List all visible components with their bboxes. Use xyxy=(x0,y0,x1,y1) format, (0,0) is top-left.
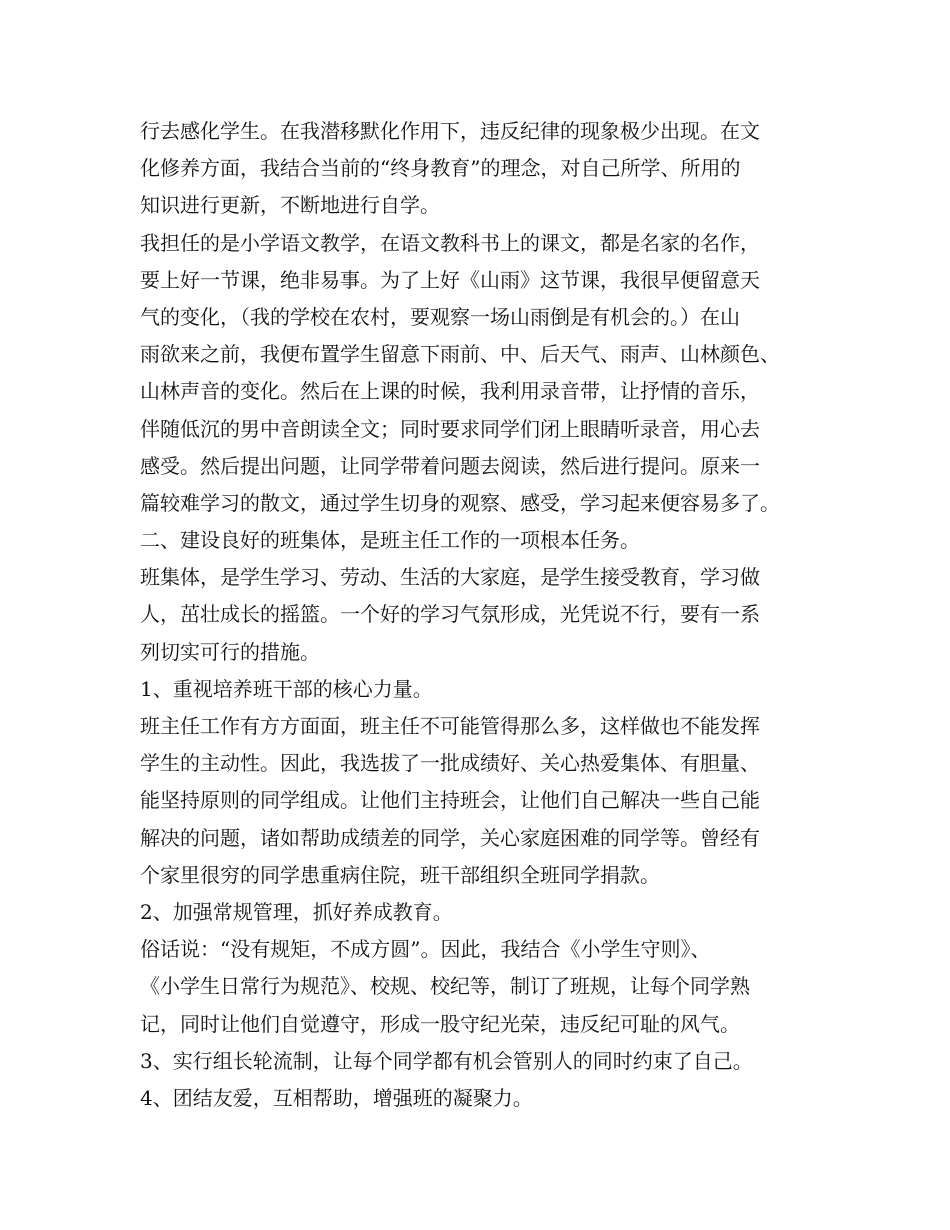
subsection-heading: 3、实行组长轮流制，让每个同学都有机会管别人的同时约束了自己。 xyxy=(140,1048,753,1073)
text-line: 能坚持原则的同学组成。让他们主持班会，让他们自己解决一些自己能 xyxy=(140,788,760,813)
text-line: 个家里很穷的同学患重病住院，班干部组织全班同学捐款。 xyxy=(140,862,660,887)
text-line: 班集体，是学生学习、劳动、生活的大家庭，是学生接受教育，学习做 xyxy=(140,565,760,590)
text-line: 伴随低沉的男中音朗读全文；同时要求同学们闭上眼睛听录音，用心去 xyxy=(140,416,760,441)
text-line: 人，茁壮成长的摇篮。一个好的学习气氛形成，光凭说不行，要有一系 xyxy=(140,602,760,627)
text-line: 化修养方面，我结合当前的“终身教育”的理念，对自己所学、所用的 xyxy=(140,156,741,181)
text-line: 《小学生日常行为规范》、校规、校纪等，制订了班规，让每个同学熟 xyxy=(140,974,750,999)
text-line: 列切实可行的措施。 xyxy=(140,639,320,664)
text-line: 我担任的是小学语文教学，在语文教科书上的课文，都是名家的名作， xyxy=(140,230,760,255)
subsection-heading: 1、重视培养班干部的核心力量。 xyxy=(140,676,433,701)
text-line: 俗话说：“没有规矩，不成方圆”。因此，我结合《小学生守则》、 xyxy=(140,937,711,962)
text-line: 记，同时让他们自觉遵守，形成一股守纪光荣，违反纪可耻的风气。 xyxy=(140,1011,740,1036)
body-text xyxy=(140,113,840,1117)
text-line: 学生的主动性。因此，我选拔了一批成绩好、关心热爱集体、有胆量、 xyxy=(140,751,760,776)
text-line: 行去感化学生。在我潜移默化作用下，违反纪律的现象极少出现。在文 xyxy=(140,119,760,143)
text-line: 雨欲来之前，我便布置学生留意下雨前、中、后天气、雨声、山林颜色、 xyxy=(140,342,780,367)
text-line: 篇较难学习的散文，通过学生切身的观察、感受，学习起来便容易多了。 xyxy=(140,490,780,515)
text-line: 要上好一节课，绝非易事。为了上好《山雨》这节课，我很早便留意天 xyxy=(140,267,760,292)
text-line: 班主任工作有方方面面，班主任不可能管得那么多，这样做也不能发挥 xyxy=(140,714,760,738)
text-line: 感受。然后提出问题，让同学带着问题去阅读，然后进行提问。原来一 xyxy=(140,453,760,478)
text-line: 知识进行更新，不断地进行自学。 xyxy=(140,193,440,218)
text-line: 气的变化，（我的学校在农村，要观察一场山雨倒是有机会的。）在山 xyxy=(140,304,740,329)
text-line: 解决的问题，诸如帮助成绩差的同学，关心家庭困难的同学等。曾经有 xyxy=(140,825,760,850)
subsection-heading: 4、团结友爱，互相帮助，增强班的凝聚力。 xyxy=(140,1085,533,1110)
subsection-heading: 2、加强常规管理，抓好养成教育。 xyxy=(140,899,453,924)
text-line: 山林声音的变化。然后在上课的时候，我利用录音带，让抒情的音乐， xyxy=(140,379,760,404)
section-heading: 二、建设良好的班集体，是班主任工作的一项根本任务。 xyxy=(140,528,640,553)
